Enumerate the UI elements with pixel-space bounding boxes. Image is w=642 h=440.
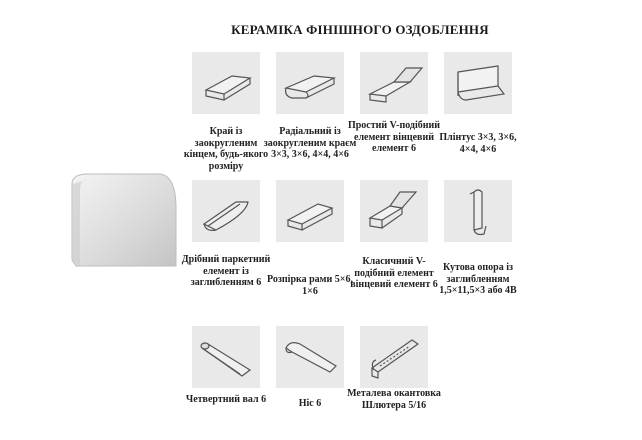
classic-v-cap-icon: [360, 180, 428, 242]
item-caption: Радіальний із заокругленим краєм 3×3, 3×6, 4×4, 4×6: [263, 126, 357, 160]
item-caption: Плінтус 3×3, 3×6, 4×4, 4×6: [439, 132, 517, 155]
large-bullnose-tile-icon: [68, 170, 180, 270]
page-title: КЕРАМІКА ФІНІШНОГО ОЗДОБЛЕННЯ: [231, 22, 489, 37]
radius-bullnose-tile-icon: [276, 52, 344, 114]
item-caption: Класичний V-подібний елемент вінцевий елемент 6: [350, 256, 438, 290]
metal-schluter-trim-icon: [360, 326, 428, 388]
item-caption: Кутова опора із заглибленням 1,5×11,5×3 або 4В: [439, 262, 517, 296]
baseboard-icon: [444, 52, 512, 114]
item-caption: Дрібний паркетний елемент із заглибленням 6: [181, 254, 271, 288]
item-caption: Ніс 6: [298, 398, 322, 409]
item-caption: Край із заокругленим кінцем, будь-якого розміру: [183, 126, 269, 172]
quarter-round-icon: [192, 326, 260, 388]
simple-v-cap-icon: [360, 52, 428, 114]
frame-spacer-icon: [276, 180, 344, 242]
rounded-edge-tile-icon: [192, 52, 260, 114]
corner-support-icon: [444, 180, 512, 242]
nose-trim-icon: [276, 326, 344, 388]
item-caption: Розпірка рами 5×6, 1×6: [267, 274, 353, 297]
quarter-cove-icon: [192, 180, 260, 242]
item-caption: Металева окантовка Шлютера 5/16: [347, 388, 441, 411]
item-caption: Четвертний вал 6: [185, 394, 267, 405]
item-caption: Простий V-подібний елемент вінцевий елемент 6: [347, 120, 441, 154]
